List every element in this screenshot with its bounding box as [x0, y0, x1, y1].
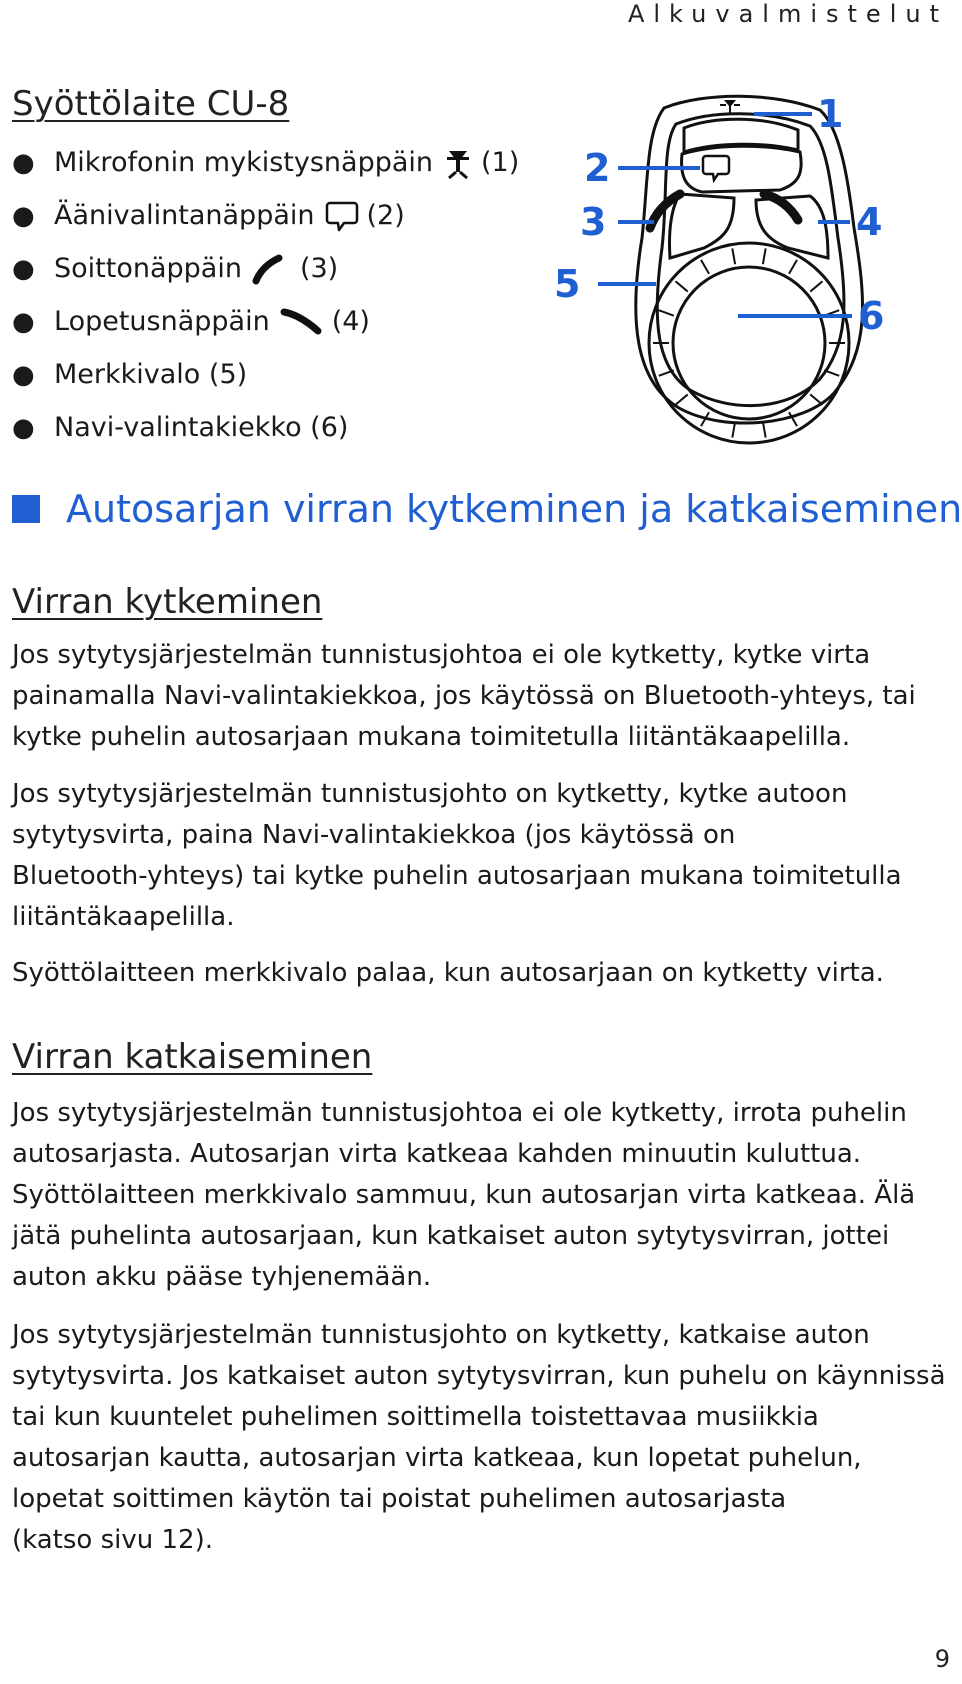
item-label: Merkkivalo (5): [54, 359, 248, 390]
list-item-call-key: [12, 242, 519, 295]
wheel-rib: [701, 260, 709, 274]
bullet-dot: ●: [12, 147, 35, 178]
device-key-list: [12, 136, 519, 454]
wheel-rib: [675, 281, 687, 291]
power-off-paragraph-1: Jos sytytysjärjestelmän tunnistusjohtoa ei ole kytketty, irrota puhelin autosarjasta. Autosarjan virta katkeaa kahden minuutin kuluttua. Syöttölaitteen merkkivalo sammuu, kun autosarjan virta katkeaa. Älä jätä puhelinta autosarjaan, kun katkaiset auton sytytysvirran, jottei auton akku pääse tyhjenemään.: [12, 1098, 916, 1292]
power-off-paragraph-2: Jos sytytysjärjestelmän tunnistusjohto on kytketty, katkaise auton sytytysvirta. Jos katkaiset auton sytytysvirran, kun puhelu on käynnissä tai kun kuuntelet puhelimen soittimella toistettavaa musiikkia autosarjan kautta, autosarjan virta katkeaa, kun lopetat puhelun, lopetat soittimen käytön tai poistat puhelimen autosarjasta (katso sivu 12).: [12, 1320, 946, 1555]
callout-3: 3: [580, 200, 607, 244]
call-key-panel: [669, 194, 734, 258]
list-item-indicator-light: [12, 348, 519, 401]
wheel-rib: [824, 370, 839, 375]
wheel-rib: [732, 248, 735, 264]
item-label: Lopetusnäppäin: [54, 306, 270, 337]
section-header: [12, 487, 962, 531]
bullet-dot: ●: [12, 306, 35, 337]
section-title: Autosarjan virran kytkeminen ja katkaiseminen: [66, 487, 962, 531]
power-on-paragraph-3: Syöttölaitteen merkkivalo palaa, kun autosarjaan on kytketty virta.: [12, 958, 884, 988]
item-label: Soittonäppäin: [54, 253, 242, 284]
bullet-dot: ●: [12, 200, 35, 231]
wheel-rib: [810, 281, 822, 291]
callout-5: 5: [554, 262, 581, 306]
bullet-dot: ●: [12, 253, 35, 284]
wheel-rib: [763, 422, 766, 438]
bullet-dot: ●: [12, 412, 35, 443]
device-diagram: [554, 88, 956, 438]
wheel-rib: [789, 260, 797, 274]
power-on-title: Virran kytkeminen: [12, 582, 323, 622]
page-number: 9: [934, 1645, 950, 1673]
callout-1: 1: [817, 92, 844, 136]
wheel-rib: [675, 394, 687, 404]
call-icon: [252, 254, 292, 284]
item-number: (1): [481, 147, 520, 178]
item-number: (4): [331, 306, 370, 337]
power-on-paragraph-2: Jos sytytysjärjestelmän tunnistusjohto on kytketty, kytke autoon sytytysvirta, paina Navi-valintakiekkoa (jos käytössä on Bluetooth-yhteys) tai kytke puhelin autosarjaan mukana toimitetulla liitäntäkaapelilla.: [12, 779, 902, 932]
wheel-rib: [763, 248, 766, 264]
power-on-paragraph-1: Jos sytytysjärjestelmän tunnistusjohtoa ei ole kytketty, kytke virta painamalla Navi-valintakiekkoa, jos käytössä on Bluetooth-yhteys, tai kytke puhelin autosarjaan mukana toimitetulla liitäntäkaapelilla.: [12, 640, 916, 752]
callout-6: 6: [858, 294, 885, 338]
bullet-dot: ●: [12, 359, 35, 390]
navi-wheel: [649, 243, 849, 443]
item-number: (2): [366, 200, 405, 231]
item-label: Mikrofonin mykistysnäppäin: [54, 147, 434, 178]
end-call-icon: [280, 307, 324, 337]
callout-2: 2: [584, 146, 611, 190]
list-item-voice-dial-key: [12, 189, 519, 242]
callout-4: 4: [856, 200, 883, 244]
power-off-title: Virran katkaiseminen: [12, 1037, 373, 1077]
device-section-title: Syöttölaite CU-8: [12, 84, 290, 124]
running-header: Alkuvalmistelut: [627, 0, 948, 28]
list-item-mute-key: [12, 136, 519, 189]
section-square-icon: [12, 495, 40, 523]
list-item-end-key: [12, 295, 519, 348]
list-item-navi-wheel: [12, 401, 519, 454]
device-inner-shell: [657, 114, 844, 406]
item-label: Äänivalintanäppäin: [54, 200, 315, 231]
wheel-rib: [659, 310, 674, 315]
voice-dial-icon: [325, 199, 359, 233]
item-number: (3): [299, 253, 339, 284]
item-label: Navi-valintakiekko (6): [54, 412, 349, 443]
wheel-rib: [810, 394, 822, 404]
wheel-rib: [732, 422, 735, 438]
mic-mute-icon: [443, 146, 473, 180]
